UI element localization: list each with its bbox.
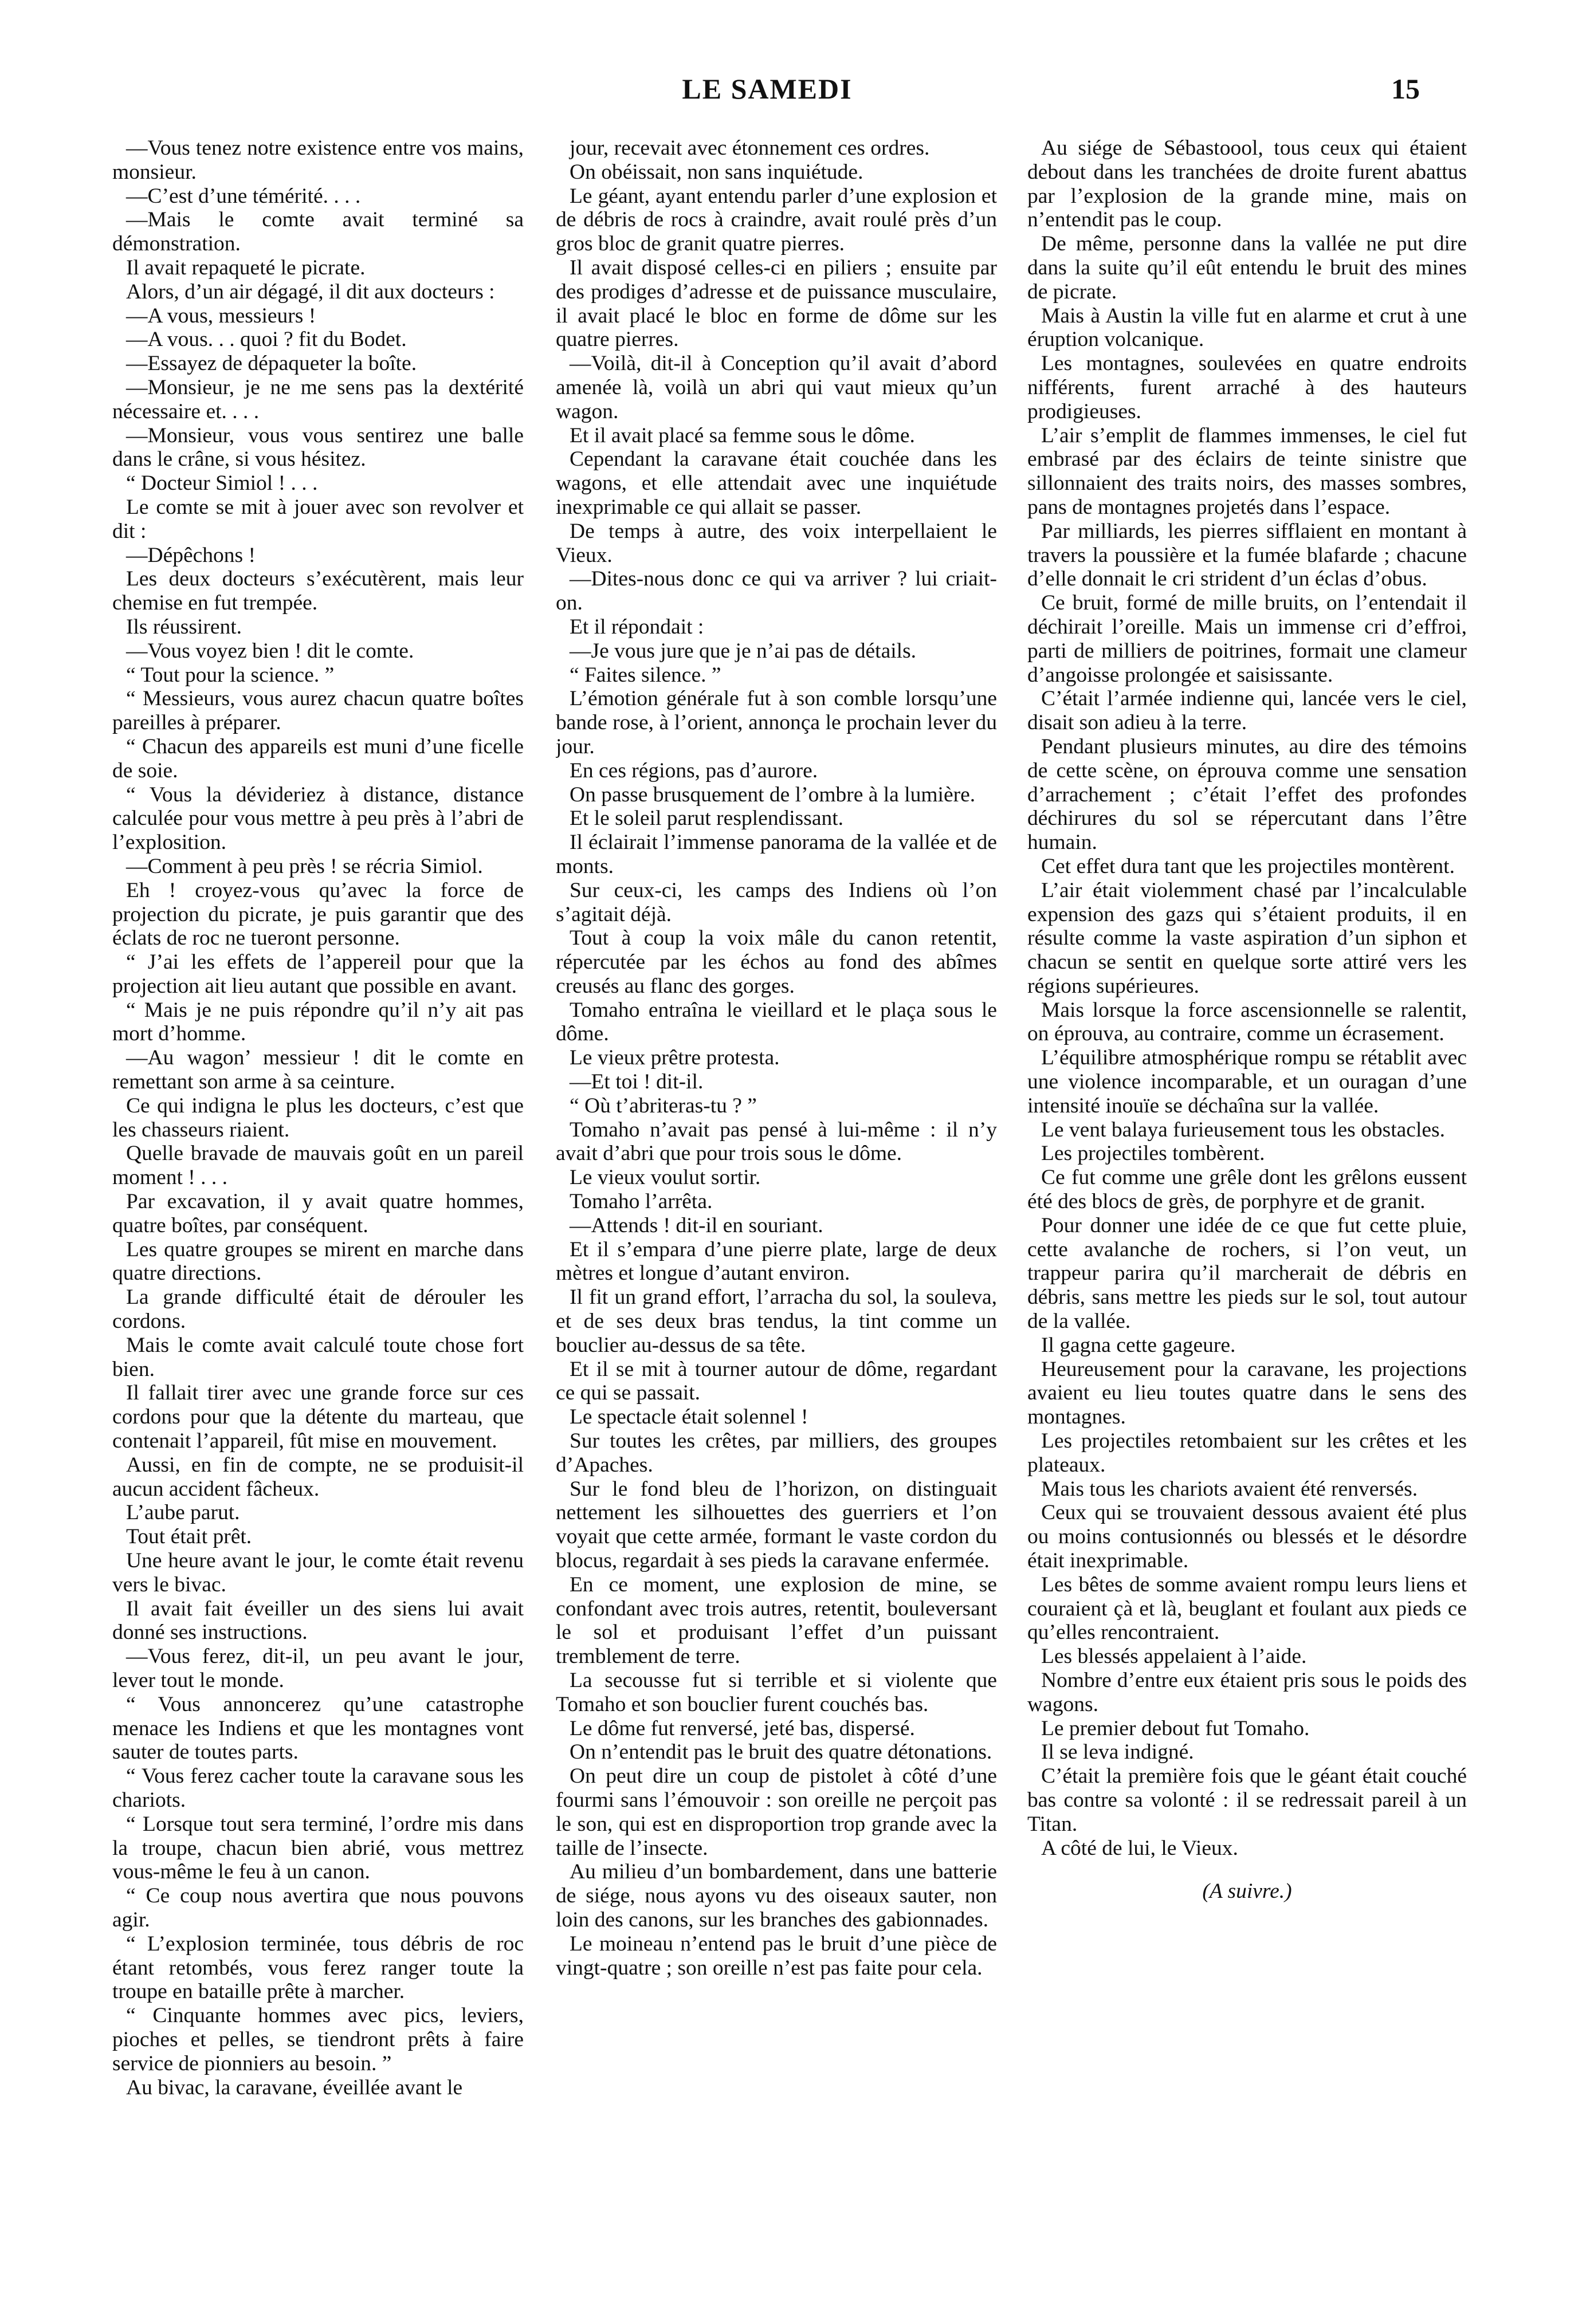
paragraph: Ceux qui se trouvaient dessous avaient été plus ou moins contusionnés ou blessés et le désordre était inexprimable. <box>1027 1501 1467 1573</box>
paragraph: —A vous, messieurs ! <box>126 304 316 328</box>
paragraph: Heureusement pour la caravane, les projections avaient eu lieu toutes quatre dans le sens des montagnes. <box>1027 1357 1467 1429</box>
paragraph: C’était l’armée indienne qui, lancée vers le ciel, disait son adieu à la terre. <box>1027 687 1467 735</box>
paragraph: Mais lorsque la force ascensionnelle se ralentit, on éprouva, au contraire, comme un écrasement. <box>1027 998 1467 1046</box>
paragraph: —Voilà, dit-il à Conception qu’il avait d’abord amenée là, voilà un abri qui vaut mieux qu’un wagon. <box>556 352 997 423</box>
paragraph: Il se leva indigné. <box>1041 1740 1194 1764</box>
paragraph: “ L’explosion terminée, tous débris de roc étant retombés, vous ferez ranger toute la troupe en bataille prête à marcher. <box>112 1932 524 2004</box>
paragraph: Le dôme fut renversé, jeté bas, dispersé. <box>570 1716 915 1740</box>
paragraph: —Vous ferez, dit-il, un peu avant le jour, lever tout le monde. <box>112 1645 524 1692</box>
paragraph: Et il répondait : <box>570 615 704 639</box>
paragraph: Mais tous les chariots avaient été renversés. <box>1041 1477 1418 1501</box>
paragraph: Les montagnes, soulevées en quatre endroits nifférents, furent arraché à des hauteurs prodigieuses. <box>1027 352 1467 423</box>
paragraph: Les bêtes de somme avaient rompu leurs liens et couraient çà et là, beuglant et foulant aux pieds ce qu’elles rencontraient. <box>1027 1572 1467 1645</box>
paragraph: Alors, d’un air dégagé, il dit aux docteurs : <box>126 280 495 304</box>
paragraph: Il fit un grand effort, l’arracha du sol, la souleva, et de ses deux bras tendus, la tint comme un bouclier au-dessus de sa tête. <box>556 1285 997 1357</box>
paragraph: “ Lorsque tout sera terminé, l’ordre mis dans la troupe, chacun bien abrié, vous mettrez vous-même le feu à un canon. <box>112 1812 524 1884</box>
paragraph: Les blessés appelaient à l’aide. <box>1041 1645 1307 1669</box>
paragraph: Tomaho n’avait pas pensé à lui-même : il n’y avait d’abri que pour trois sous le dôme. <box>556 1118 997 1166</box>
paragraph: La secousse fut si terrible et si violente que Tomaho et son bouclier furent couchés bas. <box>556 1669 997 1716</box>
paragraph: —A vous. . . quoi ? fit du Bodet. <box>126 328 407 352</box>
paragraph: Ce bruit, formé de mille bruits, on l’entendait il déchirait l’oreille. Mais un immense cri d’effroi, parti de milliers de poitrines, formait une clameur d’angoisse prolongée et saisissante. <box>1027 591 1467 687</box>
paragraph: Le comte se mit à jouer avec son revolver et dit : <box>112 495 524 543</box>
text-column-3 <box>1027 136 1467 2256</box>
paragraph: L’air s’emplit de flammes immenses, le ciel fut embrasé par des éclairs de teinte sinistre que sillonnaient des traits noirs, des masses sombres, pans de montagnes projetés dans l’espace. <box>1027 423 1467 519</box>
paragraph: Les deux docteurs s’exécutèrent, mais leur chemise en fut trempée. <box>112 567 524 615</box>
paragraph: C’était la première fois que le géant était couché bas contre sa volonté : il se redressait pareil à un Titan. <box>1027 1764 1467 1836</box>
paragraph: Au siége de Sébastoool, tous ceux qui étaient debout dans les tranchées de droite furent abattus par l’explosion de la grande mine, mais on n’entendit pas le coup. <box>1027 136 1467 232</box>
paragraph: L’émotion générale fut à son comble lorsqu’une bande rose, à l’orient, annonça le prochain lever du jour. <box>556 687 997 758</box>
paragraph: —Essayez de dépaqueter la boîte. <box>126 352 417 376</box>
paragraph: Il avait repaqueté le picrate. <box>126 255 366 280</box>
paragraph: —Et toi ! dit-il. <box>570 1070 704 1094</box>
paragraph: Les projectiles tombèrent. <box>1041 1142 1265 1166</box>
paragraph: Il gagna cette gageure. <box>1041 1333 1236 1357</box>
paragraph: Le géant, ayant entendu parler d’une explosion et de débris de rocs à craindre, avait roulé près d’un gros bloc de granit quatre pierres. <box>556 184 997 256</box>
paragraph: Mais à Austin la ville fut en alarme et crut à une éruption volcanique. <box>1027 304 1467 352</box>
paragraph: Sur toutes les crêtes, par milliers, des groupes d’Apaches. <box>556 1429 997 1477</box>
paragraph: Et le soleil parut resplendissant. <box>570 807 844 831</box>
paragraph: “ Vous la dévideriez à distance, distance calculée pour vous mettre à peu près à l’abri de l’explosition. <box>112 782 524 855</box>
paragraph: Cet effet dura tant que les projectiles montèrent. <box>1041 854 1455 878</box>
paragraph: Au milieu d’un bombardement, dans une batterie de siége, nous ayons vu des oiseaux sauter, non loin des canons, sur les branches des gabionnades. <box>556 1860 997 1932</box>
paragraph: Quelle bravade de mauvais goût en un pareil moment ! . . . <box>112 1142 524 1190</box>
paragraph: jour, recevait avec étonnement ces ordres. <box>570 136 930 160</box>
paragraph: “ Ce coup nous avertira que nous pouvons agir. <box>112 1884 524 1932</box>
paragraph: —Au wagon’ messieur ! dit le comte en remettant son arme à sa ceinture. <box>112 1046 524 1094</box>
paragraph: Tout était prêt. <box>126 1525 252 1549</box>
paragraph: Mais le comte avait calculé toute chose fort bien. <box>112 1333 524 1381</box>
paragraph: Eh ! croyez-vous qu’avec la force de projection du picrate, je puis garantir que des éclats de roc ne tueront personne. <box>112 878 524 950</box>
continued-note: (A suivre.) <box>1202 1879 1292 1904</box>
paragraph: Aussi, en fin de compte, ne se produisit-il aucun accident fâcheux. <box>112 1453 524 1501</box>
paragraph: Il fallait tirer avec une grande force sur ces cordons pour que la détente du marteau, que contenait l’appareil, fût mise en mouvement. <box>112 1381 524 1453</box>
paragraph: L’équilibre atmosphérique rompu se rétablit avec une violence incomparable, et un ouragan d’une intensité inouïe se déchaîna sur la vallée. <box>1027 1046 1467 1118</box>
paragraph: —Vous voyez bien ! dit le comte. <box>126 639 414 663</box>
paragraph: Nombre d’entre eux étaient pris sous le poids des wagons. <box>1027 1669 1467 1716</box>
paragraph: “ Docteur Simiol ! . . . <box>126 471 318 496</box>
paragraph: —Mais le comte avait terminé sa démonstration. <box>112 208 524 256</box>
text-column-1 <box>112 136 524 2256</box>
paragraph: On passe brusquement de l’ombre à la lumière. <box>570 782 976 807</box>
paragraph: Et il s’empara d’une pierre plate, large de deux mètres et longue d’autant environ. <box>556 1237 997 1285</box>
page-number: 15 <box>1391 73 1420 105</box>
paragraph: Le vent balaya furieusement tous les obstacles. <box>1041 1118 1445 1142</box>
paragraph: Il avait fait éveiller un des siens lui avait donné ses instructions. <box>112 1596 524 1645</box>
paragraph: —Monsieur, vous vous sentirez une balle dans le crâne, si vous hésitez. <box>112 423 524 471</box>
paragraph: “ Faites silence. ” <box>570 663 721 687</box>
paragraph: Le vieux voulut sortir. <box>570 1166 761 1190</box>
paragraph: L’air était violemment chasé par l’incalculable expension des gazs qui s’étaient produits, il en résulte comme la vaste aspiration d’un siphon et chacun se sentit en quelque sorte attiré vers les régions supérieures. <box>1027 878 1467 998</box>
paragraph: On obéissait, non sans inquiétude. <box>570 160 863 184</box>
paragraph: “ Messieurs, vous aurez chacun quatre boîtes pareilles à préparer. <box>112 687 524 735</box>
paragraph: —Je vous jure que je n’ai pas de détails. <box>570 639 917 663</box>
paragraph: “ Où t’abriteras-tu ? ” <box>570 1094 757 1118</box>
paragraph: —Monsieur, je ne me sens pas la dextérité nécessaire et. . . . <box>112 375 524 423</box>
paragraph: Par milliards, les pierres sifflaient en montant à travers la poussière et la fumée blafarde ; chacune d’elle donnait le cri strident d’un éclas d’obus. <box>1027 519 1467 591</box>
paragraph: Ce fut comme une grêle dont les grêlons eussent été des blocs de grès, de porphyre et de granit. <box>1027 1166 1467 1214</box>
paragraph: Ils réussirent. <box>126 615 242 639</box>
paragraph: Cependant la caravane était couchée dans les wagons, et elle attendait avec une inquiétude inexprimable ce qui allait se passer. <box>556 447 997 519</box>
paragraph: Il avait disposé celles-ci en piliers ; ensuite par des prodiges d’adresse et de puissance musculaire, il avait placé le bloc en forme de dôme sur les quatre pierres. <box>556 255 997 352</box>
page-header <box>115 72 1420 118</box>
paragraph: On peut dire un coup de pistolet à côté d’une fourmi sans l’émouvoir : son oreille ne perçoit pas le son, qui est en disproportion trop grande avec la taille de l’insecte. <box>556 1764 997 1860</box>
paragraph: “ Cinquante hommes avec pics, leviers, pioches et pelles, se tiendront prêts à faire service de pionniers au besoin. ” <box>112 2004 524 2075</box>
paragraph: “ J’ai les effets de l’appereil pour que la projection ait lieu autant que possible en avant. <box>112 950 524 998</box>
paragraph: Sur le fond bleu de l’horizon, on distinguait nettement les silhouettes des guerriers et l’on voyait que cette armée, formant le vaste cordon du blocus, regardait à ses pieds la caravane enfermée. <box>556 1477 997 1573</box>
paragraph: Le vieux prêtre protesta. <box>570 1046 780 1070</box>
paragraph: Pour donner une idée de ce que fut cette pluie, cette avalanche de rochers, si l’on veut, un trappeur parira qu’il marcherait de débris en débris, sans mettre les pieds sur le sol, tout autour de la vallée. <box>1027 1213 1467 1334</box>
paragraph: “ Mais je ne puis répondre qu’il n’y ait pas mort d’homme. <box>112 998 524 1046</box>
paragraph: “ Vous annoncerez qu’une catastrophe menace les Indiens et que les montagnes vont sauter de toutes parts. <box>112 1692 524 1764</box>
paragraph: —Attends ! dit-il en souriant. <box>570 1213 823 1237</box>
paragraph: Les quatre groupes se mirent en marche dans quatre directions. <box>112 1237 524 1285</box>
paragraph: —Dépêchons ! <box>126 543 256 567</box>
paragraph: Tomaho l’arrêta. <box>570 1190 713 1214</box>
paragraph: “ Vous ferez cacher toute la caravane sous les chariots. <box>112 1764 524 1812</box>
paragraph: L’aube parut. <box>126 1501 240 1525</box>
paragraph: Il éclairait l’immense panorama de la vallée et de monts. <box>556 831 997 878</box>
paragraph: Le moineau n’entend pas le bruit d’une pièce de vingt-quatre ; son oreille n’est pas faite pour cela. <box>556 1932 997 1980</box>
paragraph: Le premier debout fut Tomaho. <box>1041 1716 1310 1740</box>
paragraph: Au bivac, la caravane, éveillée avant le <box>126 2075 463 2099</box>
paragraph: Une heure avant le jour, le comte était revenu vers le bivac. <box>112 1549 524 1596</box>
paragraph: Sur ceux-ci, les camps des Indiens où l’on s’agitait déjà. <box>556 878 997 926</box>
paragraph: La grande difficulté était de dérouler les cordons. <box>112 1285 524 1334</box>
paragraph: En ce moment, une explosion de mine, se confondant avec trois autres, retentit, bouleversant le sol et produisant l’effet d’un puissant tremblement de terre. <box>556 1572 997 1669</box>
paragraph: Et il se mit à tourner autour de dôme, regardant ce qui se passait. <box>556 1357 997 1405</box>
paragraph: A côté de lui, le Vieux. <box>1041 1836 1238 1860</box>
paragraph: —Comment à peu près ! se récria Simiol. <box>126 854 483 878</box>
paragraph: —Dites-nous donc ce qui va arriver ? lui criait-on. <box>556 567 997 615</box>
paragraph: En ces régions, pas d’aurore. <box>570 758 818 782</box>
paragraph: Ce qui indigna le plus les docteurs, c’est que les chasseurs riaient. <box>112 1094 524 1142</box>
publication-title: LE SAMEDI <box>682 73 853 105</box>
paragraph: “ Chacun des appareils est muni d’une ficelle de soie. <box>112 734 524 782</box>
paragraph: Tomaho entraîna le vieillard et le plaça sous le dôme. <box>556 998 997 1046</box>
text-column-2 <box>556 136 997 2256</box>
paragraph: On n’entendit pas le bruit des quatre détonations. <box>570 1740 992 1764</box>
paragraph: —C’est d’une témérité. . . . <box>126 184 361 208</box>
paragraph: —Vous tenez notre existence entre vos mains, monsieur. <box>112 136 524 184</box>
paragraph: Pendant plusieurs minutes, au dire des témoins de cette scène, on éprouva comme une sensation d’arrachement ; c’était l’effet des profondes déchirures du sol se répercutant dans l’être humain. <box>1027 734 1467 855</box>
paragraph: Par excavation, il y avait quatre hommes, quatre boîtes, par conséquent. <box>112 1190 524 1237</box>
paragraph: Et il avait placé sa femme sous le dôme. <box>570 423 915 447</box>
paragraph: Tout à coup la voix mâle du canon retentit, répercutée par les échos au fond des abîmes creusés au flanc des gorges. <box>556 926 997 998</box>
paragraph: Le spectacle était solennel ! <box>570 1405 808 1429</box>
paragraph: De même, personne dans la vallée ne put dire dans la suite qu’il eût entendu le bruit des mines de picrate. <box>1027 232 1467 304</box>
paragraph: De temps à autre, des voix interpellaient le Vieux. <box>556 519 997 567</box>
paragraph: Les projectiles retombaient sur les crêtes et les plateaux. <box>1027 1429 1467 1477</box>
paragraph: “ Tout pour la science. ” <box>126 663 335 687</box>
